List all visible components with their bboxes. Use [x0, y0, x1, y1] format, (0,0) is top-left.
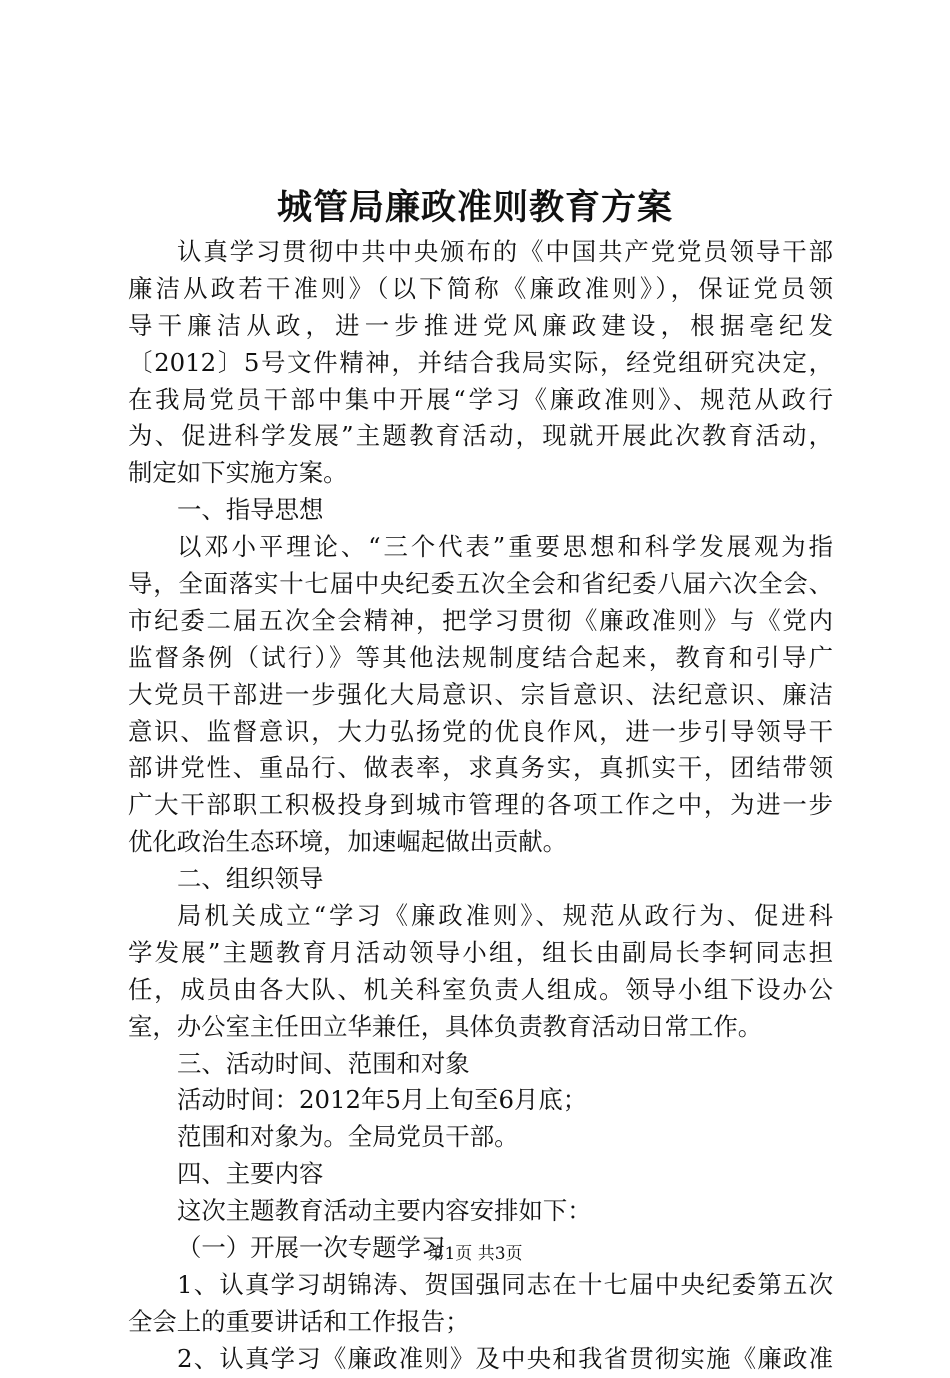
text-line: 三、活动时间、范围和对象 [177, 1048, 470, 1078]
text-line: 部讲党性、重品行、做表率，求真务实，真抓实干，团结带领 [128, 753, 833, 783]
document-title: 城管局廉政准则教育方案 [276, 187, 673, 228]
text-line: 〔2012〕5号文件精神，并结合我局实际，经党组研究决定， [128, 347, 833, 377]
text-line: 二、组织领导 [177, 864, 324, 894]
text-line: 制定如下实施方案。 [128, 458, 348, 488]
text-line: 意识、监督意识，大力弘扬党的优良作风，进一步引导领导干 [128, 716, 833, 746]
text-line: 任，成员由各大队、机关科室负责人组成。领导小组下设办公 [128, 974, 833, 1004]
text-line: 导，全面落实十七届中央纪委五次全会和省纪委八届六次全会、 [128, 569, 833, 599]
text-line: 2、认真学习《廉政准则》及中央和我省贯彻实施《廉政准 [177, 1343, 833, 1373]
text-line: 局机关成立“学习《廉政准则》、规范从政行为、促进科 [177, 901, 833, 931]
text-line: 全会上的重要讲话和工作报告； [128, 1306, 470, 1336]
text-line: 活动时间：2012年5月上旬至6月底； [177, 1085, 588, 1115]
text-line: 大党员干部进一步强化大局意识、宗旨意识、法纪意识、廉洁 [128, 679, 833, 709]
text-line: 优化政治生态环境，加速崛起做出贡献。 [128, 827, 568, 857]
text-line: 市纪委二届五次全会精神，把学习贯彻《廉政准则》与《党内 [128, 605, 833, 635]
text-line: 廉洁从政若干准则》（以下简称《廉政准则》），保证党员领 [128, 273, 833, 303]
text-line: 室，办公室主任田立华兼任，具体负责教育活动日常工作。 [128, 1011, 763, 1041]
text-line: 以邓小平理论、“三个代表”重要思想和科学发展观为指 [177, 532, 833, 562]
document-body [128, 234, 833, 1378]
text-line: 四、主要内容 [177, 1159, 324, 1189]
text-line: 认真学习贯彻中共中央颁布的《中国共产党党员领导干部 [177, 237, 833, 266]
text-line: 1、认真学习胡锦涛、贺国强同志在十七届中央纪委第五次 [177, 1269, 833, 1299]
text-line: 范围和对象为。全局党员干部。 [177, 1122, 519, 1152]
text-line: 在我局党员干部中集中开展“学习《廉政准则》、规范从政行 [128, 384, 833, 414]
text-line: 监督条例（试行）》等其他法规制度结合起来，教育和引导广 [128, 642, 833, 672]
text-line: （一）开展一次专题学习 [177, 1233, 446, 1263]
text-line: 这次主题教育活动主要内容安排如下： [177, 1196, 592, 1226]
text-line: 学发展”主题教育月活动领导小组，组长由副局长李轲同志担 [128, 937, 833, 967]
text-line: 为、促进科学发展”主题教育活动，现就开展此次教育活动， [128, 421, 833, 451]
text-line: 广大干部职工积极投身到城市管理的各项工作之中，为进一步 [128, 790, 833, 820]
page-footer: 第1页 共3页 [427, 1244, 523, 1264]
text-line: 导干廉洁从政，进一步推进党风廉政建设，根据亳纪发 [128, 310, 833, 340]
text-line: 一、指导思想 [177, 495, 324, 525]
